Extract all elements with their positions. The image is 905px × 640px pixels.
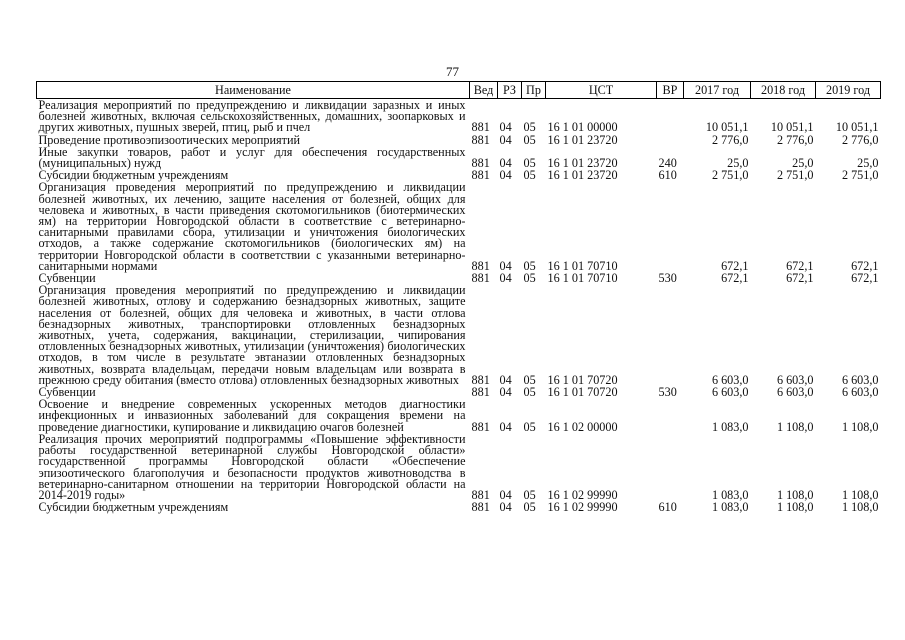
row-name: Субсидии бюджетным учреждениям	[38, 500, 229, 515]
row-2019: 672,1	[851, 258, 879, 273]
row-pr: 05	[523, 132, 536, 147]
row-cst: 16 1 01 23720	[547, 156, 618, 171]
row-cst: 16 1 02 99990	[547, 500, 618, 515]
row-rz: 04	[499, 372, 512, 387]
row-vr	[657, 181, 684, 272]
row-2019: 1 108,0	[841, 487, 879, 502]
row-ved: 881	[471, 271, 490, 286]
header-cst: ЦСТ	[546, 82, 657, 99]
row-cst: 16 1 01 70710	[547, 258, 618, 273]
row-2018: 1 108,0	[776, 419, 814, 434]
row-name: Субвенции	[38, 385, 96, 400]
table-row	[37, 284, 881, 386]
row-rz: 04	[499, 120, 512, 135]
row-2019: 1 108,0	[841, 500, 879, 515]
header-name: Наименование	[37, 82, 470, 99]
row-2017: 672,1	[721, 258, 749, 273]
row-cst: 16 1 02 99990	[547, 487, 618, 502]
row-pr: 05	[523, 372, 536, 387]
row-cst: 16 1 01 23720	[547, 132, 618, 147]
row-cst: 16 1 01 70720	[547, 372, 618, 387]
table-row	[37, 134, 881, 146]
row-name: Организация проведения мероприятий по предупреждению и ликвидации болезней животных, отлову и содержанию безнадзорных животных, защите населения от болезней, общих для человека и животных, в части отлова безнадзорных животных, транспортировки отловленных безнадзорных животных, учета, содержания, вакцинации, стерилизации, чипирования отловленных безнадзорных животных, утилизации (уничтожения) биологических отходов, в том числе в результате эвтаназии отловленных безнадзорных животных, возврата владельцам, передачи новым владельцам или возврата в прежнюю среду обитания (вместо отлова) отловленных безнадзорных животных	[38, 283, 466, 387]
row-pr: 05	[523, 120, 536, 135]
table-row	[37, 433, 881, 501]
row-rz: 04	[499, 168, 512, 183]
header-2019: 2019 год	[816, 82, 881, 99]
row-2019: 1 108,0	[841, 419, 879, 434]
row-2018: 25,0	[792, 156, 814, 171]
row-name: Реализация прочих мероприятий подпрограммы «Повышение эффективности работы государственной ветеринарной службы Новгородской области» государственной программы Новгородской области «Обеспечение эпизоотического благополучия и безопасности продуктов животноводства в ветеринарно-санитарном отношении на территории Новгородской области на 2014-2019 годы»	[38, 431, 466, 502]
row-pr: 05	[523, 500, 536, 515]
row-pr: 05	[523, 385, 536, 400]
table-header	[37, 82, 881, 99]
table-row	[37, 181, 881, 272]
row-2017: 2 751,0	[711, 168, 749, 183]
table-row	[37, 146, 881, 169]
row-vr: 240	[658, 156, 677, 171]
header-ved: Вед	[470, 82, 498, 99]
table-body	[37, 99, 881, 514]
row-rz: 04	[499, 419, 512, 434]
row-ved: 881	[471, 385, 490, 400]
row-2018: 6 603,0	[776, 372, 814, 387]
row-ved: 881	[471, 120, 490, 135]
header-rz: РЗ	[498, 82, 522, 99]
row-2019: 2 776,0	[841, 132, 879, 147]
table-row	[37, 501, 881, 513]
row-rz: 04	[499, 132, 512, 147]
row-2018: 10 051,1	[770, 120, 814, 135]
row-2018: 6 603,0	[776, 385, 814, 400]
row-cst: 16 1 01 23720	[547, 168, 618, 183]
row-rz: 04	[499, 385, 512, 400]
row-2017: 2 776,0	[711, 132, 749, 147]
budget-table	[36, 81, 881, 513]
row-2019: 25,0	[857, 156, 879, 171]
row-pr: 05	[523, 258, 536, 273]
row-2017: 1 083,0	[711, 487, 749, 502]
row-2017: 6 603,0	[711, 385, 749, 400]
row-rz: 04	[499, 258, 512, 273]
row-cst: 16 1 01 00000	[547, 120, 618, 135]
row-ved: 881	[471, 132, 490, 147]
table-row	[37, 99, 881, 134]
row-2018: 1 108,0	[776, 500, 814, 515]
header-2018: 2018 год	[751, 82, 816, 99]
row-2017: 10 051,1	[705, 120, 749, 135]
row-name: Организация проведения мероприятий по предупреждению и ликвидации болезней животных, их лечению, защите населения от болезней, общих для человека и животных, в части приведения скотомогильников (биотермических ям) на территории Новгородской области в соответствие с ветеринарно-санитарными правилами сбора, утилизации и уничтожения биологических отходов, а также содержание скотомогильников (биологических ям) на территории Новгородской области в соответствии с указанными ветеринарно-санитарными нормами	[38, 180, 466, 273]
row-vr	[657, 433, 684, 501]
row-cst: 16 1 02 00000	[547, 419, 618, 434]
row-cst: 16 1 01 70710	[547, 271, 618, 286]
header-pr: Пр	[522, 82, 546, 99]
row-2019: 10 051,1	[835, 120, 879, 135]
row-vr	[657, 398, 684, 433]
row-name: Проведение противоэпизоотических мероприятий	[38, 132, 300, 147]
header-2017: 2017 год	[684, 82, 751, 99]
row-vr	[657, 99, 684, 134]
row-ved: 881	[471, 168, 490, 183]
row-ved: 881	[471, 156, 490, 171]
row-cst: 16 1 01 70720	[547, 385, 618, 400]
row-2018: 2 776,0	[776, 132, 814, 147]
row-pr: 05	[523, 271, 536, 286]
row-2019: 6 603,0	[841, 385, 879, 400]
row-rz: 04	[499, 500, 512, 515]
page-number: 77	[446, 64, 459, 79]
row-2017: 672,1	[721, 271, 749, 286]
row-vr: 610	[658, 500, 677, 515]
row-rz: 04	[499, 156, 512, 171]
row-ved: 881	[471, 372, 490, 387]
row-pr: 05	[523, 156, 536, 171]
row-2018: 2 751,0	[776, 168, 814, 183]
row-vr: 610	[658, 168, 677, 183]
row-vr: 530	[658, 271, 677, 286]
table-row	[37, 398, 881, 433]
row-name: Субвенции	[38, 271, 96, 286]
row-2017: 25,0	[727, 156, 749, 171]
row-ved: 881	[471, 487, 490, 502]
row-2017: 1 083,0	[711, 419, 749, 434]
row-2018: 672,1	[786, 258, 814, 273]
row-name: Иные закупки товаров, работ и услуг для обеспечения государственных (муниципальных) нужд	[38, 144, 466, 171]
row-rz: 04	[499, 487, 512, 502]
row-vr: 530	[658, 385, 677, 400]
row-ved: 881	[471, 500, 490, 515]
header-vr: ВР	[657, 82, 684, 99]
row-vr	[657, 284, 684, 386]
row-pr: 05	[523, 419, 536, 434]
row-name: Субсидии бюджетным учреждениям	[38, 168, 229, 183]
row-pr: 05	[523, 487, 536, 502]
row-ved: 881	[471, 258, 490, 273]
row-2019: 6 603,0	[841, 372, 879, 387]
row-name: Реализация мероприятий по предупреждению и ликвидации заразных и иных болезней животных, включая сельскохозяйственных, домашних, зоопарковых и других животных, пушных зверей, птиц, рыб и пчел	[38, 98, 466, 135]
row-2017: 1 083,0	[711, 500, 749, 515]
row-2018: 1 108,0	[776, 487, 814, 502]
row-2019: 672,1	[851, 271, 879, 286]
row-2018: 672,1	[786, 271, 814, 286]
row-2017: 6 603,0	[711, 372, 749, 387]
row-vr	[657, 134, 684, 146]
row-2019: 2 751,0	[841, 168, 879, 183]
row-ved: 881	[471, 419, 490, 434]
row-name: Освоение и внедрение современных ускоренных методов диагностики инфекционных и инвазионных заболеваний для сокращения времени на проведение диагностики, купирование и ликвидацию очагов болезней	[38, 397, 466, 434]
row-rz: 04	[499, 271, 512, 286]
row-pr: 05	[523, 168, 536, 183]
